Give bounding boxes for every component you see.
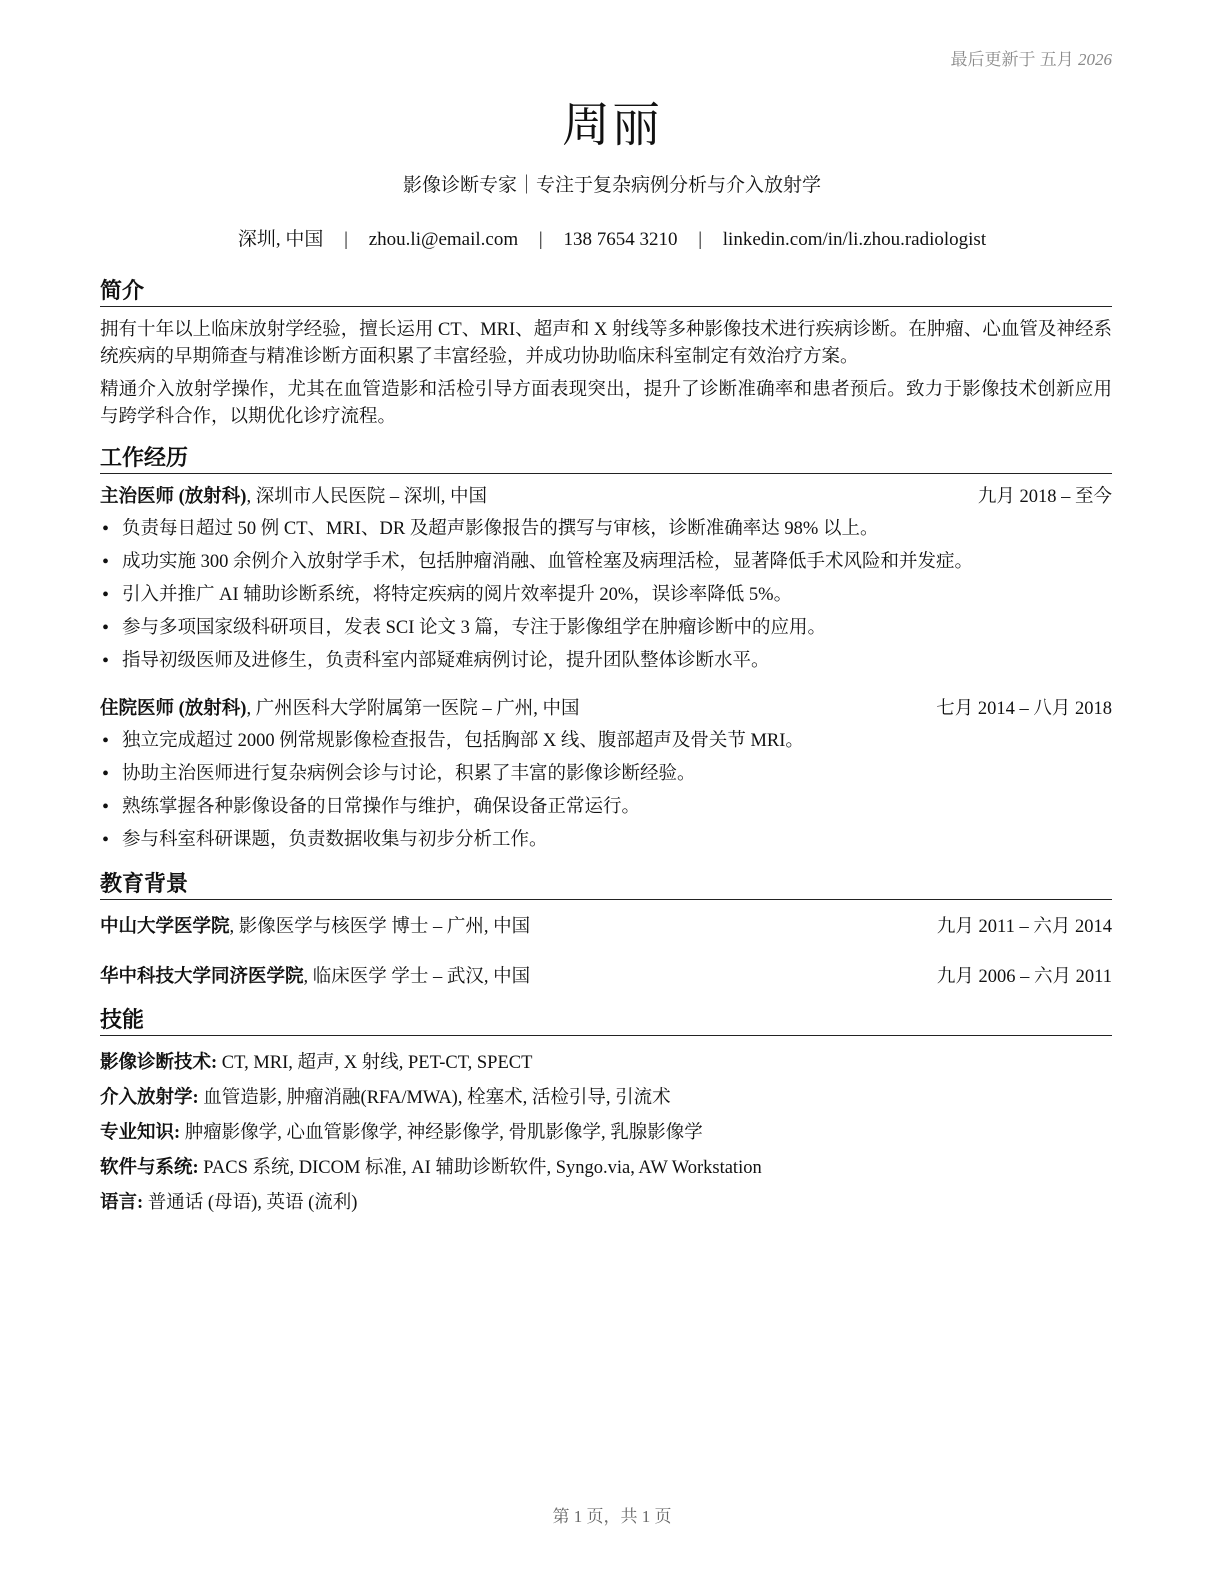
education-school: 中山大学医学院 [100,917,230,937]
job-dates: 七月 2014 – 八月 2018 [936,699,1112,719]
skill-value: 普通话 (母语), 英语 (流利) [143,1193,358,1213]
contact-email-link[interactable]: zhou.li@email.com [368,229,519,250]
summary-paragraph: 精通介入放射学操作，尤其在血管造影和活检引导方面表现突出，提升了诊断准确率和患者预后。致力于影像技术创新应用与跨学科合作，以期优化诊疗流程。 [100,380,1112,427]
section-title-experience: 工作经历 [100,445,1112,474]
skill-label: 影像诊断技术: [100,1053,218,1073]
education-title-line [100,964,530,991]
education-dates: 九月 2011 – 六月 2014 [936,917,1112,937]
education-detail: , 影像医学与核医学 博士 – 广州, 中国 [229,917,531,937]
list-item: • 负责每日超过 50 例 CT、MRI、DR 及超声影像报告的撰写与审核，诊断准确率达 98% 以上。 [100,513,1112,546]
skills-section [100,1007,1112,1221]
skill-value: CT, MRI, 超声, X 射线, PET-CT, SPECT [217,1053,533,1073]
job-bullets [100,513,1112,678]
skill-row [100,1046,1112,1081]
summary-section [100,278,1112,431]
job-entry [100,696,1112,857]
job-title-line [100,484,487,511]
list-item: • 参与多项国家级科研项目，发表 SCI 论文 3 篇，专注于影像组学在肿瘤诊断中的应用。 [100,612,1112,645]
education-school: 华中科技大学同济医学院 [100,967,304,987]
experience-section [100,445,1112,857]
job-dates: 九月 2018 – 至今 [977,487,1112,507]
section-title-summary: 简介 [100,278,1112,307]
candidate-name: 周丽 [561,97,662,153]
skill-row [100,1116,1112,1151]
contact-separator: | [538,229,543,250]
list-item: • 熟练掌握各种影像设备的日常操作与维护，确保设备正常运行。 [100,791,1112,824]
job-entry [100,484,1112,678]
skill-label: 专业知识: [100,1123,181,1143]
contact-separator: | [344,229,348,250]
skill-value: 血管造影, 肿瘤消融(RFA/MWA), 栓塞术, 活检引导, 引流术 [198,1088,671,1108]
resume-content [100,278,1112,1221]
list-item: • 独立完成超过 2000 例常规影像检查报告，包括胸部 X 线、腹部超声及骨关节 MRI。 [100,725,1112,758]
skill-label: 语言: [100,1193,144,1213]
education-entry [100,914,1112,941]
job-header [100,696,1112,723]
contact-separator: | [698,229,703,250]
job-title-line [100,696,579,723]
education-dates: 九月 2006 – 六月 2011 [936,967,1112,987]
summary-paragraph: 拥有十年以上临床放射学经验，擅长运用 CT、MRI、超声和 X 射线等多种影像技术进行疾病诊断。在肿瘤、心血管及神经系统疾病的早期筛查与精准诊断方面积累了丰富经验，并成功协助临床科室制定有效治疗方案。 [100,320,1112,367]
education-entry [100,964,1112,991]
list-item: • 参与科室科研课题，负责数据收集与初步分析工作。 [100,824,1112,857]
skill-label: 介入放射学: [100,1088,199,1108]
last-updated [951,45,1113,70]
contact-phone: 138 7654 3210 [563,229,678,250]
contact-location: 深圳, 中国 [237,229,324,250]
job-role: 主治医师 (放射科) [100,487,247,507]
job-org: , 深圳市人民医院 – 深圳, 中国 [246,487,487,507]
job-bullets [100,725,1112,857]
skill-value: 肿瘤影像学, 心血管影像学, 神经影像学, 骨肌影像学, 乳腺影像学 [180,1123,703,1143]
contact-linkedin-link[interactable]: linkedin.com/in/li.zhou.radiologist [722,229,987,250]
list-item: • 指导初级医师及进修生，负责科室内部疑难病例讨论，提升团队整体诊断水平。 [100,645,1112,678]
section-title-skills: 技能 [100,1007,1112,1036]
skill-value: PACS 系统, DICOM 标准, AI 辅助诊断软件, Syngo.via, AW Workstation [198,1158,762,1178]
page-number: 第 1 页，共 1 页 [552,1507,672,1526]
skill-row [100,1081,1112,1116]
contact-line [0,224,1224,251]
skill-label: 软件与系统: [100,1158,199,1178]
job-org: , 广州医科大学附属第一医院 – 广州, 中国 [246,699,580,719]
job-header [100,484,1112,511]
list-item: • 引入并推广 AI 辅助诊断系统，将特定疾病的阅片效率提升 20%，误诊率降低 5%。 [100,579,1112,612]
tagline: 影像诊断专家｜专注于复杂病例分析与介入放射学 [402,175,821,196]
list-item: • 成功实施 300 余例介入放射学手术，包括肿瘤消融、血管栓塞及病理活检，显著降低手术风险和并发症。 [100,546,1112,579]
job-role: 住院医师 (放射科) [100,699,247,719]
education-section [100,871,1112,991]
education-title-line [100,914,530,941]
last-updated-label: 最后更新于 五月 [950,50,1074,69]
section-title-education: 教育背景 [100,871,1112,900]
skill-row [100,1186,1112,1221]
skill-row [100,1151,1112,1186]
list-item: • 协助主治医师进行复杂病例会诊与讨论，积累了丰富的影像诊断经验。 [100,758,1112,791]
education-detail: , 临床医学 学士 – 武汉, 中国 [303,967,531,987]
last-updated-year: 2026 [1078,50,1112,69]
